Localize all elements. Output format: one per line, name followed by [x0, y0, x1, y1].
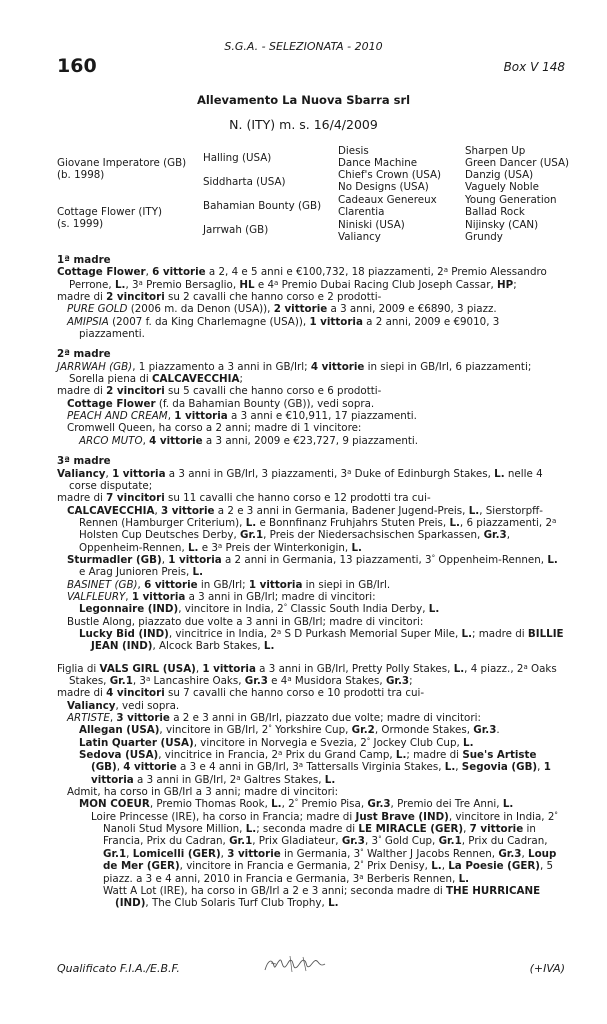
- great-great-grandparent: Grundy: [465, 231, 503, 243]
- third-dam-heading: 3ª madre: [57, 455, 111, 468]
- produce-entry: BASINET (GB), 6 vittorie in GB/Irl; 1 vittoria in siepi in GB/Irl.: [67, 578, 391, 591]
- second-dam-produce: madre di 2 vincitori su 5 cavalli che hanno corso e 6 prodotti-: [57, 385, 382, 398]
- sister-produce: madre di 4 vincitori su 7 cavalli che hanno corso e 10 prodotti tra cui-: [57, 687, 425, 700]
- produce-entry: ARCO MUTO, 4 vittorie a 3 anni, 2009 e €23,727, 9 piazzamenti.: [79, 434, 419, 447]
- sister-record: Figlia di VALS GIRL (USA), 1 vittoria a 3 anni in GB/Irl, Pretty Polly Stakes, L., 4 piazz., 2$^a$ Oaks Stakes, Gr.1, 3$^a$ Lancashire Oaks, Gr.3 e 4$^a$ Musidora Stakes, Gr.3;: [57, 662, 557, 687]
- great-great-grandparent: Vaguely Noble: [465, 181, 539, 193]
- grandparent: Siddharta (USA): [203, 176, 286, 188]
- produce-entry: Latin Quarter (USA), vincitore in Norvegia e Svezia, 2° Jockey Club Cup, L.: [79, 736, 474, 749]
- sire-name: Giovane Imperatore (GB): [57, 157, 187, 169]
- second-dam-record: JARRWAH (GB), 1 piazzamento a 3 anni in GB/Irl; 4 vittorie in siepi in GB/Irl, 6 piazzamenti; Sorella piena di CALCAVECCHIA;: [57, 360, 532, 386]
- dam-year: (s. 1999): [57, 218, 104, 230]
- great-grandparent: Valiancy: [338, 231, 381, 243]
- produce-entry: Valiancy, vedi sopra.: [67, 699, 180, 712]
- great-great-grandparent: Young Generation: [465, 194, 557, 206]
- grandparent: Jarrwah (GB): [203, 224, 269, 236]
- great-grandparent: Niniski (USA): [338, 219, 405, 231]
- third-dam-record: Valiancy, 1 vittoria a 3 anni in GB/Irl, 3 piazzamenti, 3$^a$ Duke of Edinburgh Stakes, L. nelle 4 corse disputate;: [57, 467, 543, 492]
- great-grandparent: Dance Machine: [338, 157, 418, 169]
- qualification-note: Qualificato F.I.A./E.B.F.: [57, 962, 180, 975]
- signature-scribble: [262, 952, 328, 976]
- great-great-grandparent: Danzig (USA): [465, 169, 534, 181]
- produce-entry: Allegan (USA), vincitore in GB/Irl, 2° Yorkshire Cup, Gr.2, Ormonde Stakes, Gr.3.: [79, 724, 500, 737]
- produce-entry: Lucky Bid (IND), vincitrice in India, 2$^a$ S D Purkash Memorial Super Mile, L.; madre di BILLIE JEAN (IND), Alcock Barb Stakes, L.: [79, 627, 564, 653]
- produce-entry: PEACH AND CREAM, 1 vittoria a 3 anni e €10,911, 17 piazzamenti.: [67, 410, 417, 423]
- family-notes: [57, 254, 565, 910]
- produce-entry: Loire Princesse (IRE), ha corso in Francia; madre di Just Brave (IND), vincitore in India, 2° Nanoli Stud Mysore Million, L.; seconda madre di LE MIRACLE (GER), 7 vittorie in Francia, Prix du Cadran, Gr.1, Prix Gladiateur, Gr.3, 3° Gold Cup, Gr.1, Prix du Cadran, Gr.1, Lomicelli (GER), 3 vittorie in Germania, 3° Walther J Jacobs Rennen, Gr.3, Loup de Mer (GER), vincitore in Francia e Germania, 2° Prix Denisy, L., La Poesie (GER), 5 piazz. a 3 e 4 anni, 2010 in Francia e Germania, 3$^a$ Berberis Rennen, L.: [91, 810, 558, 885]
- produce-entry: AMIPSIA (2007 f. da King Charlemagne (USA)), 1 vittoria a 2 anni, 2009 e €9010, 3 piazzamenti.: [67, 315, 500, 341]
- vat-note: (+IVA): [529, 962, 565, 975]
- third-dam-produce: madre di 7 vincitori su 11 cavalli che hanno corso e 12 prodotti tra cui-: [57, 492, 431, 505]
- produce-entry: Bustle Along, piazzato due volte a 3 anni in GB/Irl; madre di vincitori:: [67, 615, 424, 628]
- produce-entry: Sturmadler (GB), 1 vittoria a 2 anni in Germania, 13 piazzamenti, 3° Oppenheim-Rennen, L. e Arag Junioren Preis, L.: [67, 553, 558, 579]
- produce-entry: Sedova (USA), vincitrice in Francia, 2$^a$ Prix du Grand Camp, L.; madre di Sue's Artiste (GB), 4 vittorie a 3 e 4 anni in GB/Irl, 3$^a$ Tattersalls Virginia Stakes, L., Segovia (GB), 1 vittoria a 3 anni in GB/Irl, 2$^a$ Galtres Stakes, L.: [79, 749, 551, 786]
- grandparent: Bahamian Bounty (GB): [203, 200, 322, 212]
- great-grandparent: Chief's Crown (USA): [338, 169, 442, 181]
- breeder-name: Allevamento La Nuova Sbarra srl: [196, 93, 411, 107]
- produce-entry: MON COEUR, Premio Thomas Rook, L., 2° Premio Pisa, Gr.3, Premio dei Tre Anni, L.: [79, 798, 514, 811]
- great-grandparent: Cadeaux Genereux: [338, 194, 437, 206]
- first-dam-heading: 1ª madre: [57, 254, 111, 266]
- produce-entry: Admit, ha corso in GB/Irl a 3 anni; madre di vincitori:: [67, 786, 339, 799]
- produce-entry: VALFLEURY, 1 vittoria a 3 anni in GB/Irl; madre di vincitori:: [67, 590, 376, 603]
- sire-year: (b. 1998): [57, 169, 105, 181]
- produce-entry: Legonnaire (IND), vincitore in India, 2° Classic South India Derby, L.: [79, 603, 440, 616]
- dam-name: Cottage Flower (ITY): [57, 206, 163, 218]
- produce-entry: ARTISTE, 3 vittorie a 2 e 3 anni in GB/Irl, piazzato due volte; madre di vincitori:: [67, 712, 481, 725]
- dam-record: Cottage Flower, 6 vittorie a 2, 4 e 5 anni e €100,732, 18 piazzamenti, 2$^a$ Premio Alessandro Perrone, L., 3$^a$ Premio Bersaglio, HL e 4$^a$ Premio Dubai Racing Club Joseph Cassar, HP;: [57, 266, 547, 291]
- produce-entry: Cromwell Queen, ha corso a 2 anni; madre di 1 vincitore:: [67, 422, 362, 435]
- produce-entry: PURE GOLD (2006 m. da Denon (USA)), 2 vittorie a 3 anni, 2009 e €6890, 3 piazz.: [67, 303, 497, 316]
- great-great-grandparent: Nijinsky (CAN): [465, 219, 539, 231]
- great-grandparent: No Designs (USA): [338, 181, 429, 193]
- grandparent: Halling (USA): [203, 152, 272, 164]
- horse-description: N. (ITY) m. s. 16/4/2009: [229, 117, 378, 132]
- lot-number: 160: [57, 55, 97, 77]
- produce-entry: Cottage Flower (f. da Bahamian Bounty (GB)), vedi sopra.: [67, 397, 375, 410]
- catalog-title: S.G.A. - SELEZIONATA - 2010: [224, 40, 383, 53]
- produce-entry: CALCAVECCHIA, 3 vittorie a 2 e 3 anni in Germania, Badener Jugend-Preis, L., Sierstorpff-Rennen (Hamburger Criterium), L. e Bonnfinanz Fruhjahrs Stuten Preis, L., 6 piazzamenti, 2$^a$ Holsten Cup Deutsches Derby, Gr.1, Preis der Niedersachsischen Sparkassen, Gr.3, Oppenheim-Rennen, L. e 3$^a$ Preis der Winterkonigin, L.: [67, 504, 557, 554]
- second-dam-heading: 2ª madre: [57, 348, 111, 361]
- great-great-grandparent: Green Dancer (USA): [465, 157, 570, 169]
- dam-produce-summary: madre di 2 vincitori su 2 cavalli che hanno corso e 2 prodotti-: [57, 291, 382, 304]
- great-great-grandparent: Sharpen Up: [465, 145, 526, 157]
- great-grandparent: Clarentia: [338, 206, 385, 218]
- great-great-grandparent: Ballad Rock: [465, 206, 525, 218]
- great-grandparent: Diesis: [338, 145, 369, 157]
- produce-entry: Watt A Lot (IRE), ha corso in GB/Irl a 2 e 3 anni; seconda madre di THE HURRICANE (IND), The Club Solaris Turf Club Trophy, L.: [103, 884, 541, 910]
- box-number: Box V 148: [503, 60, 565, 74]
